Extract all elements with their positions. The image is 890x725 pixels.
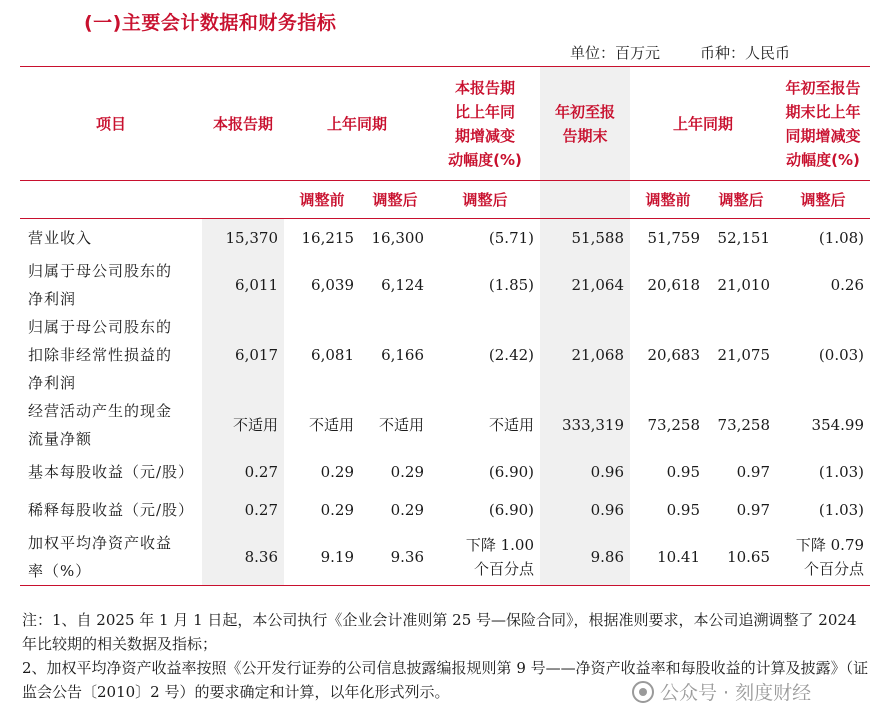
- cell-current: 不适用: [202, 397, 284, 453]
- cell-current: 6,017: [202, 313, 284, 397]
- cell-current: 8.36: [202, 529, 284, 586]
- cell-prior-ytd-after: 0.97: [736, 500, 771, 519]
- cell-prior-before: 0.29: [320, 462, 354, 481]
- cell-ytd-change: (1.03): [818, 500, 865, 519]
- row-label: 稀释每股收益（元/股）: [28, 500, 195, 519]
- col-header-prior: 上年同期: [284, 67, 430, 181]
- cell-ytd-change: 354.99: [811, 415, 865, 434]
- section-title: (一)主要会计数据和财务指标: [84, 12, 337, 34]
- cell-change: (5.71): [430, 219, 540, 257]
- cell-ytd-change: 0.26: [830, 275, 865, 294]
- cell-prior-ytd-after: 73,258: [717, 415, 771, 434]
- row-label: 归属于母公司股东的 净利润: [28, 261, 173, 308]
- unit-label: 单位：百万元: [570, 44, 661, 62]
- cell-prior-after: 6,166: [381, 345, 425, 364]
- watermark-text: 公众号 · 刻度财经: [660, 682, 812, 704]
- cell-current: 15,370: [202, 219, 284, 257]
- cell-prior-ytd-after: 10.65: [706, 529, 776, 586]
- cell-prior-ytd-after: 52,151: [706, 219, 776, 257]
- cell-ytd: 21,064: [540, 257, 630, 313]
- cell-current: 6,011: [202, 257, 284, 313]
- row-label: 经营活动产生的现金 流量净额: [28, 401, 173, 448]
- cell-ytd-change: (0.03): [818, 345, 865, 364]
- cell-prior-ytd-before: 73,258: [647, 415, 701, 434]
- cell-ytd: 0.96: [540, 453, 630, 491]
- table-row: [20, 397, 870, 453]
- footnote-1: 注：1、自 2025 年 1 月 1 日起，本公司执行《企业会计准则第 25 号—保险合同》，根据准则要求，本公司追溯调整了 2024 年比较期的相关数据及指标；: [22, 611, 857, 653]
- currency-label: 币种：人民币: [700, 44, 791, 62]
- table-row: [20, 529, 870, 586]
- subheader-before2: 调整前: [630, 181, 706, 219]
- cell-prior-ytd-before: 10.41: [630, 529, 706, 586]
- row-label: 基本每股收益（元/股）: [28, 462, 195, 481]
- cell-prior-ytd-after: 21,075: [717, 345, 771, 364]
- cell-ytd: 333,319: [540, 397, 630, 453]
- subheader-change-after: 调整后: [430, 181, 540, 219]
- subheader-after2: 调整后: [706, 181, 776, 219]
- row-label: 加权平均净资产收益 率（%）: [20, 529, 202, 586]
- footnote-2: 2、加权平均净资产收益率按照《公开发行证券的公司信息披露编报规则第 9 号——净资产收益率和每股收益的计算及披露》（证监会公告〔2010〕2 号）的要求确定和计算，以年化形式列示。: [22, 659, 869, 701]
- col-header-prior-ytd: 上年同期: [630, 67, 776, 181]
- cell-prior-ytd-before: 0.95: [666, 500, 701, 519]
- watermark: [632, 678, 811, 705]
- subheader-after: 调整后: [360, 181, 430, 219]
- cell-prior-ytd-after: 0.97: [736, 462, 771, 481]
- cell-prior-before: 9.19: [284, 529, 360, 586]
- cell-prior-ytd-before: 20,618: [647, 275, 701, 294]
- cell-ytd-change: (1.03): [818, 462, 865, 481]
- table-row: [20, 257, 870, 313]
- table-row: [20, 453, 870, 491]
- cell-prior-after: 6,124: [381, 275, 425, 294]
- cell-prior-before: 0.29: [320, 500, 354, 519]
- financial-table: [20, 66, 870, 586]
- cell-prior-after: 16,300: [360, 219, 430, 257]
- cell-change: (2.42): [488, 345, 535, 364]
- cell-change: (6.90): [488, 500, 535, 519]
- cell-prior-after: 0.29: [390, 500, 425, 519]
- cell-prior-after: 0.29: [390, 462, 425, 481]
- cell-ytd: 0.96: [540, 491, 630, 529]
- cell-prior-before: 不适用: [308, 416, 354, 434]
- wechat-icon: [632, 681, 654, 703]
- cell-ytd-change: 下降 0.79 个百分点: [776, 529, 870, 586]
- row-label: 营业收入: [20, 219, 202, 257]
- cell-prior-before: 16,215: [284, 219, 360, 257]
- table-row: [20, 313, 870, 397]
- col-header-current: 本报告期: [202, 67, 284, 181]
- row-label: 归属于母公司股东的 扣除非经常性损益的 净利润: [28, 317, 173, 392]
- cell-ytd-change: (1.08): [776, 219, 870, 257]
- table-row: [20, 491, 870, 529]
- cell-prior-ytd-before: 51,759: [630, 219, 706, 257]
- col-header-change: 本报告期 比上年同 期增减变 动幅度(%): [430, 67, 540, 181]
- cell-change: (6.90): [488, 462, 535, 481]
- subheader-before: 调整前: [284, 181, 360, 219]
- cell-change: 下降 1.00 个百分点: [430, 529, 540, 586]
- col-header-item: 项目: [20, 67, 202, 181]
- cell-prior-after: 不适用: [379, 416, 425, 434]
- col-header-ytd: 年初至报 告期末: [540, 67, 630, 181]
- table-row: [20, 219, 870, 257]
- cell-change: (1.85): [488, 275, 535, 294]
- cell-current: 0.27: [202, 453, 284, 491]
- cell-prior-before: 6,081: [311, 345, 354, 364]
- cell-current: 0.27: [202, 491, 284, 529]
- col-header-ytd-change: 年初至报告 期末比上年 同期增减变 动幅度(%): [776, 67, 870, 181]
- cell-ytd: 9.86: [540, 529, 630, 586]
- cell-prior-after: 9.36: [360, 529, 430, 586]
- cell-prior-before: 6,039: [311, 275, 354, 294]
- cell-ytd: 51,588: [540, 219, 630, 257]
- cell-prior-ytd-after: 21,010: [717, 275, 771, 294]
- cell-prior-ytd-before: 20,683: [647, 345, 701, 364]
- cell-ytd: 21,068: [540, 313, 630, 397]
- cell-change: 不适用: [489, 415, 535, 434]
- cell-prior-ytd-before: 0.95: [666, 462, 701, 481]
- subheader-ytd-change-after: 调整后: [776, 181, 870, 219]
